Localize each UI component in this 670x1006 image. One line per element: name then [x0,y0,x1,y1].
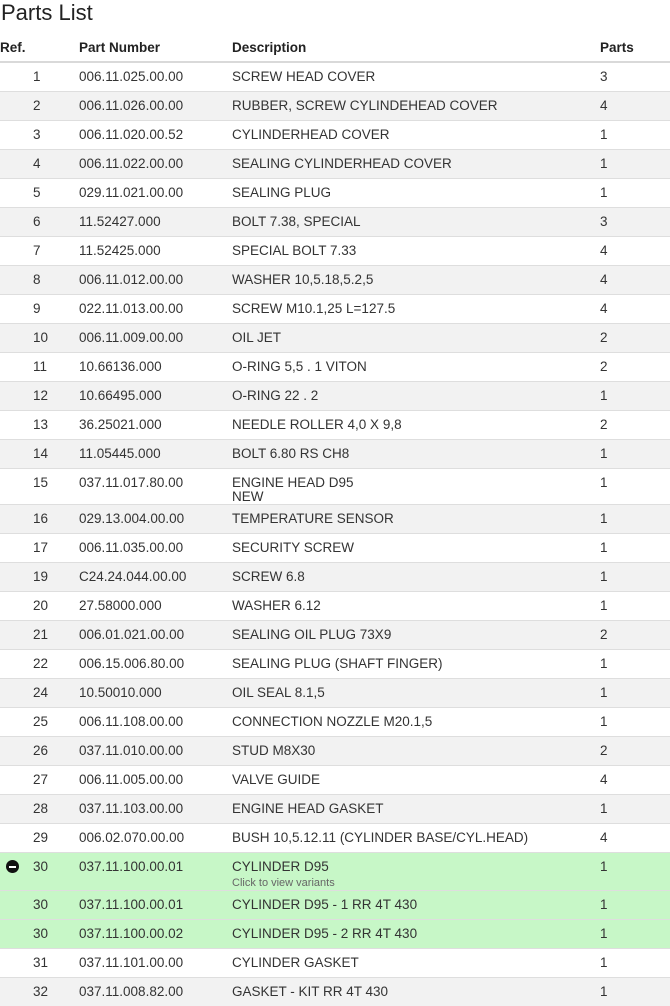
description-text: SEALING OIL PLUG 73X9 [232,627,391,642]
table-row[interactable] [0,621,670,650]
parts-qty-cell: 2 [600,411,670,440]
ref-value: 10 [33,330,48,345]
ref-cell [0,891,79,920]
table-row[interactable] [0,795,670,824]
parts-qty-cell: 4 [600,766,670,795]
ref-value: 22 [33,656,48,671]
part-number-cell: 037.11.010.00.00 [79,737,232,766]
parts-qty-cell: 1 [600,592,670,621]
part-number-cell: 36.25021.000 [79,411,232,440]
parts-qty-cell: 4 [600,266,670,295]
description-text: CYLINDER D95 [232,859,329,874]
parts-qty-cell: 3 [600,62,670,92]
ref-cell [0,353,79,382]
ref-cell [0,266,79,295]
ref-value: 8 [33,272,41,287]
description-text: O-RING 22 . 2 [232,388,318,403]
description-text: SEALING PLUG (SHAFT FINGER) [232,656,443,671]
ref-value: 30 [33,897,48,912]
parts-qty-cell: 1 [600,179,670,208]
description-cell [232,208,600,237]
table-row[interactable] [0,824,670,853]
part-number-cell: 037.11.100.00.01 [79,891,232,920]
ref-cell [0,795,79,824]
ref-value: 9 [33,301,41,316]
part-number-cell: 006.11.005.00.00 [79,766,232,795]
column-header-part-number[interactable]: Part Number [79,34,232,62]
column-header-ref[interactable]: Ref. [0,34,79,62]
ref-value: 1 [33,69,41,84]
view-variants-link[interactable]: Click to view variants [232,876,600,890]
parts-qty-cell: 4 [600,824,670,853]
part-number-cell: 037.11.100.00.02 [79,920,232,949]
table-row[interactable] [0,121,670,150]
table-row[interactable] [0,411,670,440]
column-header-parts[interactable]: Parts [600,34,670,62]
description-text: BOLT 6.80 RS CH8 [232,446,349,461]
table-row[interactable] [0,382,670,411]
description-cell [232,978,600,1006]
part-number-cell: 10.66136.000 [79,353,232,382]
description-text: SCREW M10.1,25 L=127.5 [232,301,395,316]
table-row[interactable] [0,440,670,469]
description-cell [232,295,600,324]
part-number-cell: 037.11.008.82.00 [79,978,232,1006]
ref-cell [0,920,79,949]
ref-value: 11 [33,359,47,374]
ref-cell [0,949,79,978]
description-cell [232,563,600,592]
table-row[interactable] [0,978,670,1006]
parts-qty-cell: 1 [600,440,670,469]
table-row[interactable] [0,737,670,766]
ref-value: 12 [33,388,48,403]
parts-qty-cell: 1 [600,978,670,1006]
table-row[interactable] [0,150,670,179]
description-text: WASHER 6.12 [232,598,321,613]
table-row[interactable] [0,324,670,353]
ref-value: 2 [33,98,41,113]
part-number-cell: 006.11.035.00.00 [79,534,232,563]
table-row[interactable] [0,295,670,324]
parts-qty-cell: 4 [600,295,670,324]
table-row[interactable] [0,949,670,978]
parts-qty-cell: 1 [600,920,670,949]
part-number-cell: 022.11.013.00.00 [79,295,232,324]
part-number-cell: 006.02.070.00.00 [79,824,232,853]
table-row[interactable] [0,853,670,891]
description-cell [232,920,600,949]
table-row[interactable] [0,679,670,708]
table-header [0,34,670,62]
description-cell [232,650,600,679]
part-number-cell: 006.11.026.00.00 [79,92,232,121]
description-cell [232,891,600,920]
ref-value: 30 [33,859,48,874]
parts-qty-cell: 1 [600,382,670,411]
description-text: NEEDLE ROLLER 4,0 X 9,8 [232,417,402,432]
table-row[interactable] [0,92,670,121]
part-number-cell: 11.52427.000 [79,208,232,237]
part-number-cell: 037.11.101.00.00 [79,949,232,978]
ref-value: 27 [33,772,48,787]
parts-qty-cell: 1 [600,469,670,505]
description-text: CYLINDER GASKET [232,955,359,970]
description-cell [232,949,600,978]
ref-cell [0,853,79,891]
table-row[interactable] [0,534,670,563]
parts-qty-cell: 1 [600,121,670,150]
description-text: RUBBER, SCREW CYLINDEHEAD COVER [232,98,498,113]
ref-value: 19 [33,569,48,584]
description-cell [232,382,600,411]
parts-qty-cell: 1 [600,534,670,563]
variant-row[interactable] [0,920,670,949]
ref-cell [0,679,79,708]
part-number-cell: 006.11.020.00.52 [79,121,232,150]
ref-cell [0,121,79,150]
page-title: Parts List [0,0,670,34]
ref-cell [0,92,79,121]
ref-cell [0,766,79,795]
parts-qty-cell: 4 [600,237,670,266]
part-number-cell: 27.58000.000 [79,592,232,621]
part-number-cell: 11.52425.000 [79,237,232,266]
ref-value: 21 [33,627,48,642]
ref-value: 29 [33,830,48,845]
ref-value: 13 [33,417,48,432]
ref-cell [0,382,79,411]
description-cell [232,179,600,208]
ref-value: 20 [33,598,48,613]
description-cell [232,440,600,469]
table-row[interactable] [0,708,670,737]
part-number-cell: 006.11.108.00.00 [79,708,232,737]
description-text: SEALING PLUG [232,185,331,200]
table-row[interactable] [0,563,670,592]
description-cell [232,824,600,853]
description-text: GASKET - KIT RR 4T 430 [232,984,388,999]
table-row[interactable] [0,469,670,505]
description-cell [232,679,600,708]
description-cell [232,795,600,824]
ref-value: 32 [33,984,48,999]
table-row[interactable] [0,266,670,295]
ref-cell [0,237,79,266]
ref-value: 6 [33,214,41,229]
description-cell [232,353,600,382]
table-row[interactable] [0,237,670,266]
description-cell [232,621,600,650]
parts-qty-cell: 1 [600,650,670,679]
description-cell [232,766,600,795]
part-number-cell: 006.11.009.00.00 [79,324,232,353]
description-text: TEMPERATURE SENSOR [232,511,394,526]
ref-value: 24 [33,685,48,700]
table-row[interactable] [0,766,670,795]
part-number-cell: 037.11.100.00.01 [79,853,232,891]
table-row[interactable] [0,208,670,237]
table-row[interactable] [0,650,670,679]
description-text: ENGINE HEAD D95 [232,475,354,490]
ref-cell [0,411,79,440]
description-cell [232,411,600,440]
part-number-cell: 10.50010.000 [79,679,232,708]
part-number-cell: 006.11.022.00.00 [79,150,232,179]
ref-cell [0,208,79,237]
parts-qty-cell: 2 [600,737,670,766]
description-cell [232,505,600,534]
description-text: SCREW 6.8 [232,569,305,584]
ref-cell [0,179,79,208]
ref-value: 26 [33,743,48,758]
ref-cell [0,563,79,592]
ref-cell [0,978,79,1006]
description-cell [232,62,600,92]
description-text: VALVE GUIDE [232,772,320,787]
variant-row[interactable] [0,891,670,920]
ref-cell [0,324,79,353]
ref-cell [0,469,79,505]
table-row[interactable] [0,592,670,621]
description-text: O-RING 5,5 . 1 VITON [232,359,367,374]
description-text: CYLINDER D95 - 1 RR 4T 430 [232,897,417,912]
table-row[interactable] [0,179,670,208]
ref-cell [0,440,79,469]
ref-cell [0,708,79,737]
ref-cell [0,534,79,563]
ref-cell [0,62,79,92]
description-text: OIL SEAL 8.1,5 [232,685,325,700]
ref-value: 5 [33,185,41,200]
description-cell [232,737,600,766]
ref-value: 28 [33,801,48,816]
description-text: SPECIAL BOLT 7.33 [232,243,356,258]
ref-value: 7 [33,243,41,258]
description-text: CYLINDER D95 - 2 RR 4T 430 [232,926,417,941]
part-number-cell: 006.11.025.00.00 [79,62,232,92]
ref-value: 30 [33,926,48,941]
parts-qty-cell: 1 [600,891,670,920]
part-number-cell: 006.01.021.00.00 [79,621,232,650]
description-cell [232,121,600,150]
description-text: ENGINE HEAD GASKET [232,801,384,816]
description-cell [232,708,600,737]
description-text: SEALING CYLINDERHEAD COVER [232,156,452,171]
part-number-cell: 10.66495.000 [79,382,232,411]
ref-cell [0,505,79,534]
ref-value: 15 [33,475,48,490]
part-number-cell: 006.15.006.80.00 [79,650,232,679]
part-number-cell: 037.11.103.00.00 [79,795,232,824]
table-row[interactable] [0,62,670,92]
column-header-description[interactable]: Description [232,34,600,62]
description-cell [232,324,600,353]
parts-qty-cell: 1 [600,949,670,978]
ref-value: 16 [33,511,48,526]
ref-cell [0,150,79,179]
parts-qty-cell: 4 [600,92,670,121]
part-number-cell: 11.05445.000 [79,440,232,469]
parts-qty-cell: 2 [600,324,670,353]
description-text: STUD M8X30 [232,743,315,758]
parts-qty-cell: 1 [600,563,670,592]
description-cell [232,534,600,563]
parts-qty-cell: 3 [600,208,670,237]
ref-value: 3 [33,127,41,142]
ref-value: 14 [33,446,48,461]
part-number-cell: 029.13.004.00.00 [79,505,232,534]
description-cell [232,92,600,121]
description-cell [232,150,600,179]
parts-table-body [0,62,670,1006]
ref-cell [0,621,79,650]
ref-cell [0,295,79,324]
description-text: SECURITY SCREW [232,540,354,555]
parts-table [0,34,670,1006]
ref-cell [0,824,79,853]
parts-qty-cell: 2 [600,621,670,650]
description-cell [232,853,600,891]
description-text: CYLINDERHEAD COVER [232,127,390,142]
description-cell [232,266,600,295]
description-text: WASHER 10,5.18,5.2,5 [232,272,373,287]
ref-cell [0,650,79,679]
parts-qty-cell: 1 [600,853,670,891]
part-number-cell: 006.11.012.00.00 [79,266,232,295]
description-text: BUSH 10,5.12.11 (CYLINDER BASE/CYL.HEAD) [232,830,528,845]
ref-cell [0,737,79,766]
part-number-cell: C24.24.044.00.00 [79,563,232,592]
description-cell [232,237,600,266]
description-text: BOLT 7.38, SPECIAL [232,214,361,229]
ref-value: 25 [33,714,48,729]
description-subline: NEW [232,489,264,504]
description-text: CONNECTION NOZZLE M20.1,5 [232,714,432,729]
parts-qty-cell: 2 [600,353,670,382]
parts-qty-cell: 1 [600,708,670,737]
parts-qty-cell: 1 [600,795,670,824]
parts-qty-cell: 1 [600,505,670,534]
ref-cell [0,592,79,621]
part-number-cell: 029.11.021.00.00 [79,179,232,208]
description-text: SCREW HEAD COVER [232,69,375,84]
ref-value: 17 [33,540,48,555]
description-text: OIL JET [232,330,281,345]
table-row[interactable] [0,505,670,534]
part-number-cell: 037.11.017.80.00 [79,469,232,505]
description-cell [232,469,600,505]
description-cell [232,592,600,621]
minus-circle-icon[interactable] [6,860,19,873]
ref-value: 4 [33,156,41,171]
parts-qty-cell: 1 [600,679,670,708]
table-row[interactable] [0,353,670,382]
ref-value: 31 [33,955,48,970]
parts-qty-cell: 1 [600,150,670,179]
